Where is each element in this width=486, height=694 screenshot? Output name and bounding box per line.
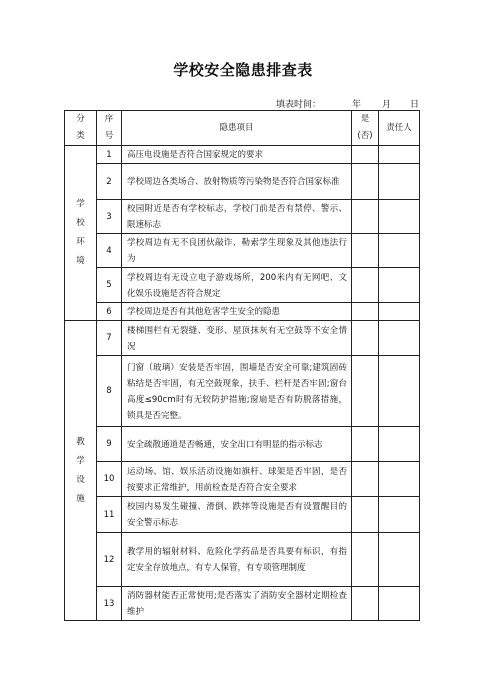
header-responsible: 责任人: [379, 111, 420, 146]
row-number: 9: [97, 427, 122, 462]
table-row: [65, 587, 420, 621]
yes-no-cell[interactable]: [352, 497, 379, 533]
row-item-text: 教学用的辐射材料、危险化学药品是否具要有标识，有指定安全存放地点，有专人保管，有专项管理制度: [122, 533, 352, 587]
row-item-text: 学校周边是否有其他危害学生安全的隐患: [122, 303, 352, 321]
yes-no-cell[interactable]: [352, 462, 379, 497]
header-number: 序 号: [97, 111, 122, 146]
row-number: 3: [97, 200, 122, 234]
row-number: 11: [97, 497, 122, 533]
row-item-text: 门窗（玻璃）安装是否牢固，围墙是否安全可靠;建筑固砖粘结是否牢固，有无空鼓现象，扶手、栏杆是否牢固;窗台高度≤90cm时有无较防护措施;窗扇是否有防脱落措施，锁具是否完整。: [122, 356, 352, 427]
responsible-cell[interactable]: [379, 427, 420, 462]
row-number: 7: [97, 321, 122, 356]
table-row: [65, 462, 420, 497]
row-number: 8: [97, 356, 122, 427]
fill-in-date-line: [270, 97, 480, 109]
fill-in-day: 日: [410, 100, 420, 110]
responsible-cell[interactable]: [379, 164, 420, 200]
fill-in-year: 年: [352, 100, 362, 110]
row-number: 2: [97, 164, 122, 200]
row-item-text: 校园内易发生碰撞、滑倒、跌摔等设施是否有设置醒目的安全警示标志: [122, 497, 352, 533]
responsible-cell[interactable]: [379, 200, 420, 234]
row-number: 5: [97, 268, 122, 303]
yes-no-cell[interactable]: [352, 303, 379, 321]
table-row: [65, 427, 420, 462]
row-item-text: 消防器材能否正常使用;是否落实了消防安全器材定期检查维护: [122, 587, 352, 621]
row-item-text: 学校周边各类场合、放射物质等污染物是否符合国家标准: [122, 164, 352, 200]
row-item-text: 楼梯围栏有无裂缝、变形、屋顶抹灰有无空鼓等不安全情况: [122, 321, 352, 356]
table-row: [65, 164, 420, 200]
table-row: [65, 146, 420, 164]
responsible-cell[interactable]: [379, 234, 420, 268]
responsible-cell[interactable]: [379, 268, 420, 303]
table-row: [65, 356, 420, 427]
row-item-text: 安全疏散通道是否畅通，安全出口有明显的指示标志: [122, 427, 352, 462]
row-number: 1: [97, 146, 122, 164]
row-number: 4: [97, 234, 122, 268]
row-item-text: 高压电设施是否符合国家规定的要求: [122, 146, 352, 164]
responsible-cell[interactable]: [379, 462, 420, 497]
category-school-environment: 学 校 环 境: [65, 146, 97, 321]
responsible-cell[interactable]: [379, 303, 420, 321]
responsible-cell[interactable]: [379, 497, 420, 533]
row-number: 12: [97, 533, 122, 587]
responsible-cell[interactable]: [379, 356, 420, 427]
yes-no-cell[interactable]: [352, 356, 379, 427]
responsible-cell[interactable]: [379, 533, 420, 587]
row-item-text: 学校周边有无设立电子游戏场所，200米内有无网吧、文化娱乐设施是否符合规定: [122, 268, 352, 303]
hazard-checklist-table: [64, 110, 420, 621]
yes-no-cell[interactable]: [352, 427, 379, 462]
row-number: 13: [97, 587, 122, 621]
fill-in-label: 填表时间：: [276, 100, 322, 110]
yes-no-cell[interactable]: [352, 164, 379, 200]
responsible-cell[interactable]: [379, 587, 420, 621]
yes-no-cell[interactable]: [352, 146, 379, 164]
row-item-text: 校园附近是否有学校标志，学校门前是否有禁停、警示、限速标志: [122, 200, 352, 234]
table-row: [65, 497, 420, 533]
yes-no-cell[interactable]: [352, 321, 379, 356]
responsible-cell[interactable]: [379, 321, 420, 356]
table-row: [65, 303, 420, 321]
responsible-cell[interactable]: [379, 146, 420, 164]
category-teaching-facilities: 教 学 设 施: [65, 321, 97, 621]
row-number: 6: [97, 303, 122, 321]
page-title: 学校安全隐患排查表: [173, 61, 313, 79]
header-item: 隐患项目: [122, 111, 352, 146]
row-item-text: 运动场、馆、娱乐活动设施如旗杆、球架是否牢固，是否按要求正常维护，用前检查是否符合安全要求: [122, 462, 352, 497]
table-row: [65, 268, 420, 303]
table-row: [65, 321, 420, 356]
row-number: 10: [97, 462, 122, 497]
header-yes-no: 是 (否): [352, 111, 379, 146]
table-header-row: [65, 111, 420, 146]
fill-in-month: 月: [382, 100, 392, 110]
yes-no-cell[interactable]: [352, 234, 379, 268]
table-row: [65, 533, 420, 587]
header-category: 分 类: [65, 111, 97, 146]
yes-no-cell[interactable]: [352, 200, 379, 234]
table-row: [65, 200, 420, 234]
row-item-text: 学校周边有无不良团伙敲诈、勒索学生现象及其他违法行为: [122, 234, 352, 268]
yes-no-cell[interactable]: [352, 268, 379, 303]
yes-no-cell[interactable]: [352, 533, 379, 587]
table-row: [65, 234, 420, 268]
yes-no-cell[interactable]: [352, 587, 379, 621]
